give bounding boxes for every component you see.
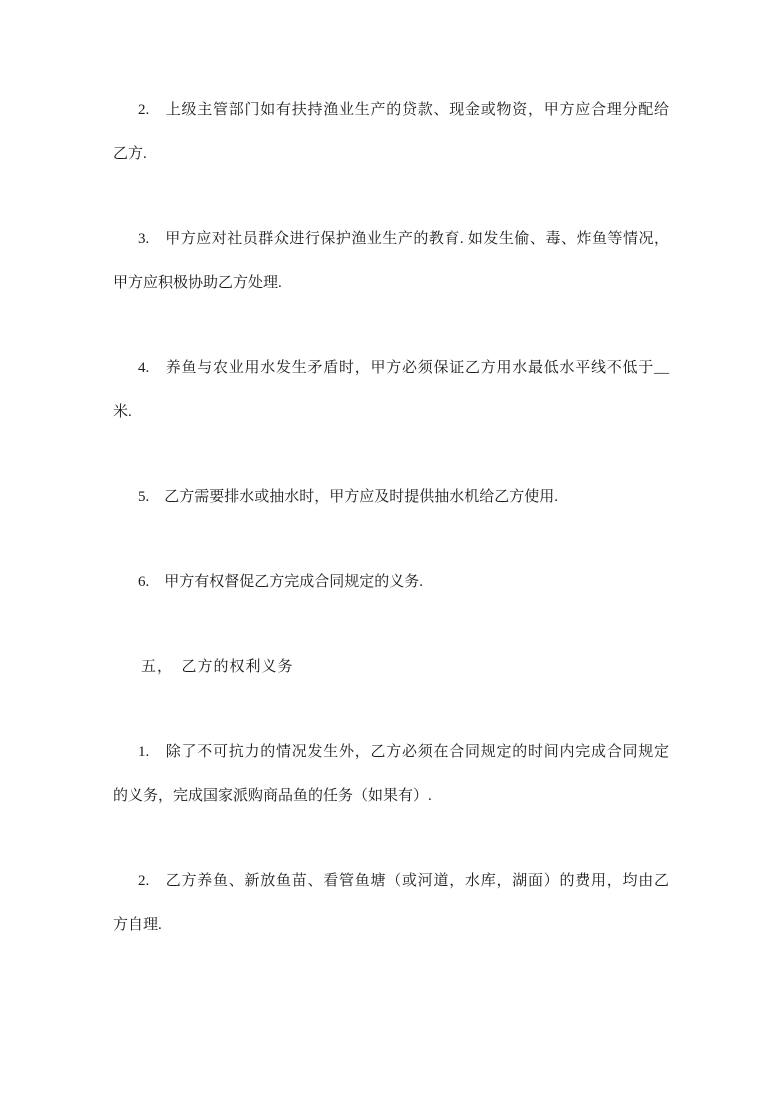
text-line: 1. 除了不可抗力的情况发生外，乙方必须在合同规定的时间内完成合同规定 bbox=[138, 744, 669, 760]
text-line: 2. 上级主管部门如有扶持渔业生产的贷款、现金或物资，甲方应合理分配给 bbox=[138, 102, 669, 118]
contract-clause bbox=[113, 88, 669, 176]
text-line: 五， 乙方的权利义务 bbox=[141, 659, 294, 675]
text-line: 6. 甲方有权督促乙方完成合同规定的义务. bbox=[138, 574, 424, 590]
contract-clause bbox=[113, 475, 669, 519]
text-line: 甲方应积极协助乙方处理. bbox=[113, 275, 282, 291]
contract-clause bbox=[113, 346, 669, 434]
text-line: 3. 甲方应对社员群众进行保护渔业生产的教育. 如发生偷、毒、炸鱼等情况， bbox=[138, 231, 669, 247]
text-line: 方自理. bbox=[113, 917, 162, 933]
text-line: 5. 乙方需要排水或抽水时，甲方应及时提供抽水机给乙方使用. bbox=[138, 489, 559, 505]
text-line: 米. bbox=[113, 404, 132, 420]
contract-clause bbox=[113, 859, 669, 947]
contract-clause bbox=[113, 217, 669, 305]
text-line: 乙方. bbox=[113, 146, 147, 162]
text-line: 的义务，完成国家派购商品鱼的任务（如果有）. bbox=[113, 788, 432, 804]
document-content bbox=[113, 88, 669, 988]
text-line: 4. 养鱼与农业用水发生矛盾时，甲方必须保证乙方用水最低水平线不低于__ bbox=[138, 360, 669, 376]
text-line: 2. 乙方养鱼、新放鱼苗、看管鱼塘（或河道，水库，湖面）的费用，均由乙 bbox=[138, 873, 669, 889]
contract-clause bbox=[113, 730, 669, 818]
section-heading bbox=[113, 645, 669, 689]
contract-clause bbox=[113, 560, 669, 604]
